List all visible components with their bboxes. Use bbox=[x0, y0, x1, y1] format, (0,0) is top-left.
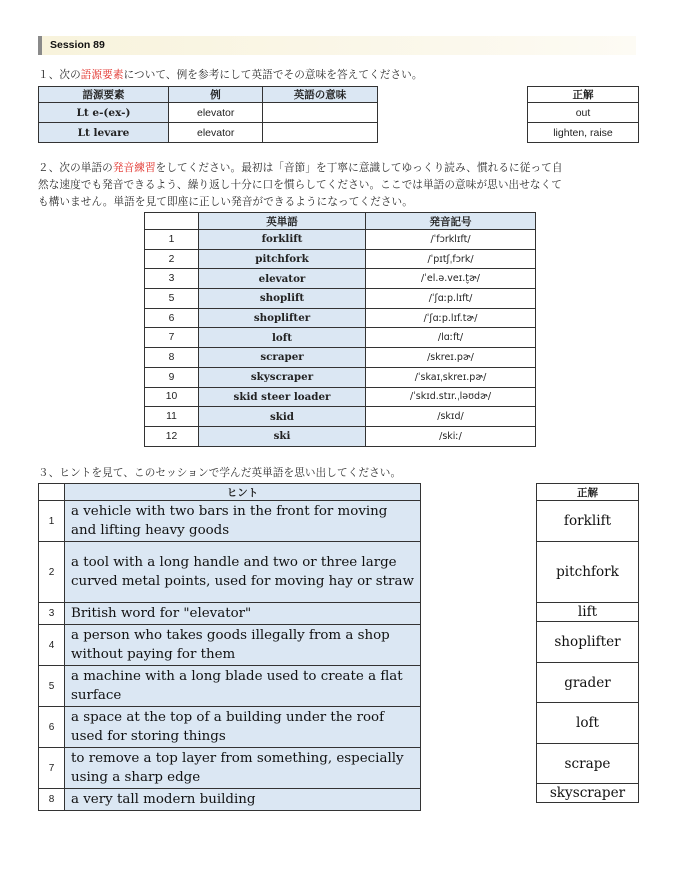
answer-cell: scrape bbox=[537, 744, 639, 784]
table-row bbox=[39, 103, 378, 123]
instruction-text: １、次の bbox=[38, 69, 81, 81]
number-cell: 5 bbox=[39, 666, 65, 707]
instruction-highlight: 語源要素 bbox=[80, 69, 124, 81]
instruction-text: ２、次の単語の bbox=[38, 162, 113, 174]
column-header: 例 bbox=[169, 87, 263, 103]
table-row bbox=[145, 249, 536, 269]
answer-cell: grader bbox=[537, 663, 639, 703]
table-row bbox=[39, 625, 421, 666]
table-row bbox=[537, 542, 639, 603]
table-row bbox=[537, 622, 639, 663]
ipa-cell: /ˈskaɪˌskreɪ.pɚ/ bbox=[366, 367, 536, 387]
root-cell: Lt e-(ex-) bbox=[39, 103, 169, 123]
answer-cell: loft bbox=[537, 703, 639, 744]
table-row bbox=[145, 348, 536, 368]
number-cell: 10 bbox=[145, 387, 199, 407]
table-row bbox=[145, 308, 536, 328]
word-cell: elevator bbox=[199, 269, 366, 289]
word-cell: skid steer loader bbox=[199, 387, 366, 407]
table-row bbox=[145, 367, 536, 387]
number-cell: 6 bbox=[145, 308, 199, 328]
instruction-highlight: 発音練習 bbox=[112, 162, 156, 174]
word-cell: forklift bbox=[199, 230, 366, 250]
instruction-text: も構いません。単語を見て即座に正しい発音ができるようになってください。 bbox=[38, 196, 413, 208]
hint-cell: a space at the top of a building under the roof used for storing things bbox=[65, 707, 421, 748]
ipa-cell: /ˈʃɑːp.lɪft/ bbox=[366, 289, 536, 309]
hint-answer-table bbox=[536, 483, 639, 803]
table-row bbox=[39, 748, 421, 789]
etymology-table bbox=[38, 86, 378, 143]
table-row bbox=[145, 289, 536, 309]
number-cell: 8 bbox=[39, 789, 65, 811]
number-cell: 9 bbox=[145, 367, 199, 387]
word-cell: scraper bbox=[199, 348, 366, 368]
meaning-cell[interactable] bbox=[263, 103, 378, 123]
answer-header: 正解 bbox=[537, 484, 639, 501]
instruction-text: 然な速度でも発音できるよう、繰り返し十分に口を慣らしてください。ここでは単語の意味が思い出せなくて bbox=[38, 179, 562, 191]
number-cell: 12 bbox=[145, 426, 199, 446]
column-header bbox=[145, 213, 199, 230]
number-cell: 4 bbox=[39, 625, 65, 666]
table-row bbox=[39, 123, 378, 143]
table-row bbox=[537, 663, 639, 703]
answer-cell: shoplifter bbox=[537, 622, 639, 663]
column-header: 語源要素 bbox=[39, 87, 169, 103]
table-row bbox=[145, 387, 536, 407]
ipa-cell: /ˈʃɑːp.lɪf.tɚ/ bbox=[366, 308, 536, 328]
table-row bbox=[39, 789, 421, 811]
number-cell: 2 bbox=[145, 249, 199, 269]
number-cell: 5 bbox=[145, 289, 199, 309]
number-cell: 7 bbox=[145, 328, 199, 348]
number-cell: 11 bbox=[145, 407, 199, 427]
table-row bbox=[537, 744, 639, 784]
etymology-answer-table bbox=[527, 86, 639, 143]
instruction-text: をしてください。最初は「音節」を丁寧に意識してゆっくり読み、慣れるに従って自 bbox=[155, 162, 563, 174]
table-row bbox=[39, 603, 421, 625]
table-row bbox=[39, 501, 421, 542]
ipa-cell: /skreɪ.pɚ/ bbox=[366, 348, 536, 368]
answer-header: 正解 bbox=[528, 87, 639, 103]
ipa-cell: /skɪd/ bbox=[366, 407, 536, 427]
column-header bbox=[39, 484, 65, 501]
ipa-cell: /ˈfɔrklɪft/ bbox=[366, 230, 536, 250]
word-cell: skyscraper bbox=[199, 367, 366, 387]
example-cell: elevator bbox=[169, 123, 263, 143]
instruction-text: について、例を参考にして英語でその意味を答えてください。 bbox=[123, 69, 423, 81]
word-cell: loft bbox=[199, 328, 366, 348]
table-row bbox=[145, 407, 536, 427]
ipa-cell: /ˈpɪtʃˌfɔrk/ bbox=[366, 249, 536, 269]
number-cell: 7 bbox=[39, 748, 65, 789]
table-row bbox=[145, 328, 536, 348]
word-cell: pitchfork bbox=[199, 249, 366, 269]
ipa-cell: /lɑːft/ bbox=[366, 328, 536, 348]
hint-cell: to remove a top layer from something, especially using a sharp edge bbox=[65, 748, 421, 789]
column-header: 英単語 bbox=[199, 213, 366, 230]
word-cell: shoplift bbox=[199, 289, 366, 309]
ipa-cell: /skiː/ bbox=[366, 426, 536, 446]
table-row bbox=[39, 542, 421, 603]
column-header: 発音記号 bbox=[366, 213, 536, 230]
table-row bbox=[145, 230, 536, 250]
table-row bbox=[39, 666, 421, 707]
hint-table bbox=[38, 483, 421, 811]
pronunciation-table bbox=[144, 212, 536, 447]
section2-instruction bbox=[38, 160, 644, 211]
answer-cell: forklift bbox=[537, 501, 639, 542]
meaning-cell[interactable] bbox=[263, 123, 378, 143]
table-row bbox=[39, 707, 421, 748]
root-cell: Lt levare bbox=[39, 123, 169, 143]
answer-cell: lighten, raise bbox=[528, 123, 639, 143]
word-cell: ski bbox=[199, 426, 366, 446]
hint-cell: a person who takes goods illegally from a shop without paying for them bbox=[65, 625, 421, 666]
table-row bbox=[145, 426, 536, 446]
number-cell: 6 bbox=[39, 707, 65, 748]
word-cell: shoplifter bbox=[199, 308, 366, 328]
table-row bbox=[145, 269, 536, 289]
example-cell: elevator bbox=[169, 103, 263, 123]
section1-instruction bbox=[38, 67, 423, 84]
number-cell: 1 bbox=[145, 230, 199, 250]
answer-cell: skyscraper bbox=[537, 784, 639, 803]
table-row bbox=[537, 703, 639, 744]
ipa-cell: /ˈskɪd.stɪr.ˌləʊdɚ/ bbox=[366, 387, 536, 407]
table-row bbox=[537, 603, 639, 622]
section3-instruction: ３、ヒントを見て、このセッションで学んだ英単語を思い出してください。 bbox=[38, 467, 402, 479]
session-title: Session 89 bbox=[38, 36, 636, 55]
hint-cell: a very tall modern building bbox=[65, 789, 421, 811]
number-cell: 3 bbox=[145, 269, 199, 289]
hint-cell: a tool with a long handle and two or three large curved metal points, used for moving hay or straw bbox=[65, 542, 421, 603]
ipa-cell: /ˈel.ə.veɪ.t̬ɚ/ bbox=[366, 269, 536, 289]
number-cell: 8 bbox=[145, 348, 199, 368]
number-cell: 1 bbox=[39, 501, 65, 542]
table-row bbox=[537, 501, 639, 542]
answer-cell: out bbox=[528, 103, 639, 123]
number-cell: 3 bbox=[39, 603, 65, 625]
answer-cell: pitchfork bbox=[537, 542, 639, 603]
table-row bbox=[537, 784, 639, 803]
hint-cell: a machine with a long blade used to create a flat surface bbox=[65, 666, 421, 707]
hint-cell: British word for "elevator" bbox=[65, 603, 421, 625]
number-cell: 2 bbox=[39, 542, 65, 603]
word-cell: skid bbox=[199, 407, 366, 427]
answer-cell: lift bbox=[537, 603, 639, 622]
column-header: 英語の意味 bbox=[263, 87, 378, 103]
hint-cell: a vehicle with two bars in the front for moving and lifting heavy goods bbox=[65, 501, 421, 542]
column-header: ヒント bbox=[65, 484, 421, 501]
